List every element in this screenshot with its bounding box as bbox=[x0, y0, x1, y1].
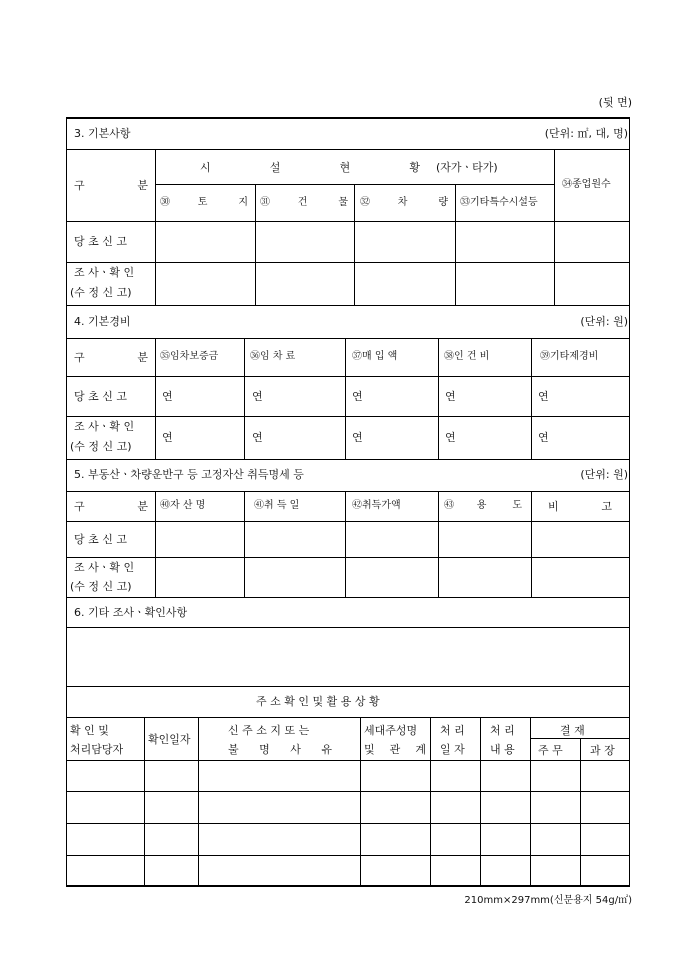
header-process-detail-a: 처 리 bbox=[490, 724, 515, 737]
row-initial-report-3: 당 초 신 고 bbox=[74, 235, 127, 248]
col-remarks: 비 고 bbox=[548, 500, 612, 513]
facility-ownership-note: (자가ㆍ타가) bbox=[436, 161, 498, 174]
year-marker: 연 bbox=[252, 431, 263, 444]
row-amended-report-4: (수 정 신 고) bbox=[70, 440, 132, 453]
paper-spec-footer: 210mm×297mm(신문용지 54g/㎡) bbox=[464, 895, 632, 906]
col-asset-name: ㊵자 산 명 bbox=[160, 500, 206, 511]
address-table-title: 주 소 확 인 및 활 용 상 황 bbox=[256, 695, 380, 708]
year-marker: 연 bbox=[252, 390, 263, 403]
col-building: ㉛건 물 bbox=[260, 197, 348, 208]
row-amended-report-3: (수 정 신 고) bbox=[70, 286, 132, 299]
header-approval-officer: 주 무 bbox=[538, 744, 563, 757]
header-confirmer-b: 처리담당자 bbox=[70, 743, 124, 756]
gubun-label-4: 구 분 bbox=[74, 351, 148, 364]
col-other-expenses: ㊴기타제경비 bbox=[540, 351, 599, 362]
section-3-title: 3. 기본사항 bbox=[74, 127, 131, 140]
year-marker: 연 bbox=[162, 431, 173, 444]
header-new-address-b: 불 명 사 유 bbox=[228, 743, 332, 756]
year-marker: 연 bbox=[538, 390, 549, 403]
row-initial-report-5: 당 초 신 고 bbox=[74, 533, 127, 546]
row-investigation-5: 조 사ㆍ확 인 bbox=[74, 561, 135, 574]
section-5-title: 5. 부동산ㆍ차량운반구 등 고정자산 취득명세 등 bbox=[74, 468, 304, 481]
col-special-facility: ㉝기타특수시설등 bbox=[460, 197, 538, 208]
section-4-unit: (단위: 원) bbox=[580, 315, 628, 328]
year-marker: 연 bbox=[352, 390, 363, 403]
gubun-label-3: 구 분 bbox=[74, 179, 148, 192]
year-marker: 연 bbox=[538, 431, 549, 444]
header-process-date-a: 처 리 bbox=[440, 724, 465, 737]
row-amended-report-5: (수 정 신 고) bbox=[70, 580, 132, 593]
row-initial-report-4: 당 초 신 고 bbox=[74, 390, 127, 403]
col-usage: ㊸용 도 bbox=[444, 500, 522, 511]
gubun-label-5: 구 분 bbox=[74, 500, 148, 513]
col-labor-cost: ㊳인 건 비 bbox=[444, 351, 490, 362]
header-approval: 결 재 bbox=[560, 724, 585, 737]
header-confirmer-a: 확 인 및 bbox=[70, 724, 109, 737]
year-marker: 연 bbox=[445, 431, 456, 444]
col-employee-count: ㉞종업원수 bbox=[562, 179, 611, 190]
facility-status-header: 시 설 현 황 bbox=[200, 161, 420, 174]
year-marker: 연 bbox=[352, 431, 363, 444]
header-new-address-a: 신 주 소 지 또 는 bbox=[228, 724, 310, 737]
section-5-unit: (단위: 원) bbox=[580, 468, 628, 481]
col-purchase-amount: ㊲매 입 액 bbox=[352, 351, 398, 362]
year-marker: 연 bbox=[162, 390, 173, 403]
col-vehicle: ㉜차 량 bbox=[360, 197, 448, 208]
year-marker: 연 bbox=[445, 390, 456, 403]
row-investigation-3: 조 사ㆍ확 인 bbox=[74, 266, 135, 279]
row-investigation-4: 조 사ㆍ확 인 bbox=[74, 420, 135, 433]
col-acquisition-price: ㊷취득가액 bbox=[352, 500, 401, 511]
col-lease-deposit: ㉟임차보증금 bbox=[160, 351, 219, 362]
section-3-unit: (단위: ㎡, 대, 명) bbox=[544, 127, 628, 140]
col-land: ㉚토 지 bbox=[160, 197, 248, 208]
header-process-date-b: 일 자 bbox=[440, 743, 465, 756]
header-approval-manager: 과 장 bbox=[590, 744, 615, 757]
header-householder-a: 세대주성명 bbox=[364, 724, 418, 737]
header-confirm-date: 확인일자 bbox=[148, 733, 191, 746]
section-6-title: 6. 기타 조사ㆍ확인사항 bbox=[74, 606, 188, 619]
page-side-label: (뒷 면) bbox=[598, 96, 632, 109]
section-4-title: 4. 기본경비 bbox=[74, 315, 131, 328]
header-householder-b: 및 관 계 bbox=[364, 743, 426, 756]
header-process-detail-b: 내 용 bbox=[490, 743, 515, 756]
col-acquisition-date: ㊶취 득 일 bbox=[254, 500, 300, 511]
col-rent: ㊱임 차 료 bbox=[250, 351, 296, 362]
